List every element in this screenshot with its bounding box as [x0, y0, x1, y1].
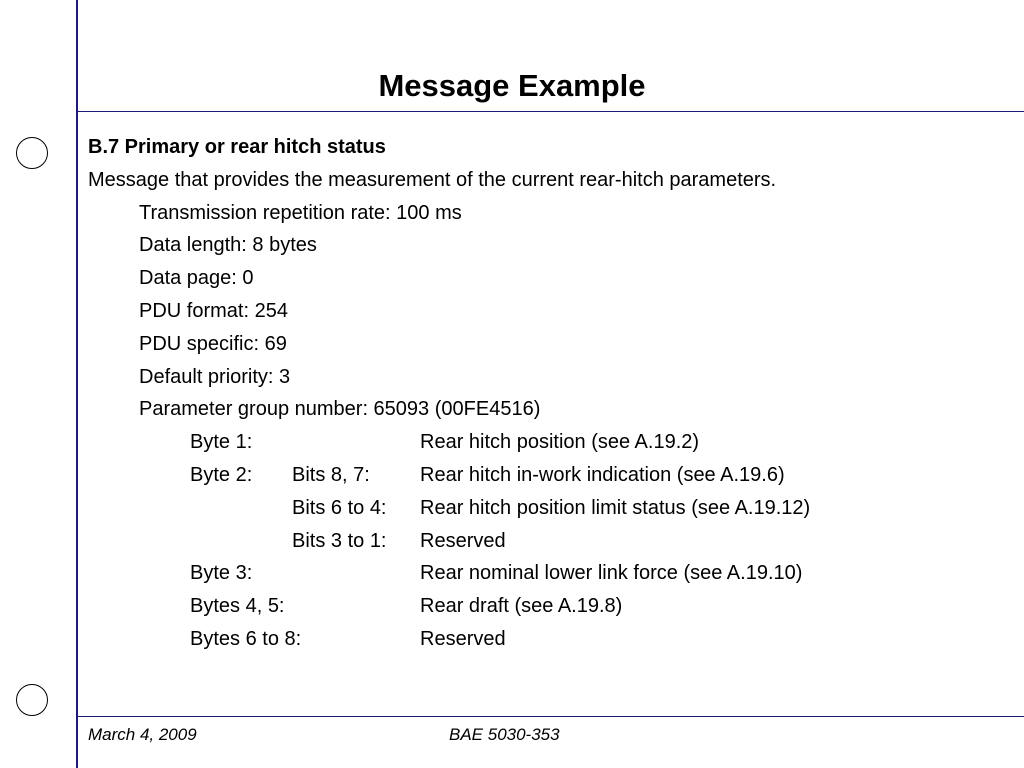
byte-meaning: Rear hitch position (see A.19.2) [420, 431, 700, 454]
byte-label: Byte 1: [190, 431, 253, 454]
byte-row [88, 426, 1008, 459]
byte-row [88, 492, 1008, 525]
byte-row [88, 623, 1008, 656]
byte-label: Byte 2: [190, 463, 253, 486]
property-repetition-rate: Transmission repetition rate: 100 ms [139, 201, 462, 224]
footer-divider [76, 716, 1024, 717]
byte-label: Bytes 4, 5: [190, 595, 285, 618]
bits-label: Bits 8, 7: [292, 463, 370, 486]
byte-row [88, 459, 1008, 492]
byte-row [88, 525, 1008, 558]
slide-content [88, 131, 1008, 656]
property-data-length: Data length: 8 bytes [139, 234, 317, 257]
byte-meaning: Rear hitch in-work indication (see A.19.6) [420, 463, 785, 486]
property-pdu-format: PDU format: 254 [139, 299, 288, 322]
byte-label: Byte 3: [190, 562, 253, 585]
byte-meaning: Rear hitch position limit status (see A.19.12) [420, 496, 811, 519]
left-vertical-rule [76, 0, 78, 768]
byte-meaning: Reserved [420, 627, 506, 650]
byte-row [88, 590, 1008, 623]
bits-label: Bits 3 to 1: [292, 529, 387, 552]
slide-title: Message Example [378, 68, 646, 103]
byte-meaning: Reserved [420, 529, 506, 552]
title-divider [76, 111, 1024, 112]
footer-course-code: BAE 5030-353 [449, 725, 560, 744]
property-pdu-specific: PDU specific: 69 [139, 332, 287, 355]
property-default-priority: Default priority: 3 [139, 365, 291, 388]
footer-date: March 4, 2009 [88, 725, 197, 744]
byte-meaning: Rear draft (see A.19.8) [420, 595, 623, 618]
byte-meaning: Rear nominal lower link force (see A.19.10) [420, 562, 803, 585]
binder-ring-bottom [16, 684, 48, 716]
byte-label: Bytes 6 to 8: [190, 627, 302, 650]
section-description: Message that provides the measurement of the current rear-hitch parameters. [88, 168, 777, 191]
section-heading: B.7 Primary or rear hitch status [88, 136, 386, 158]
property-parameter-group-number: Parameter group number: 65093 (00FE4516) [139, 398, 541, 421]
property-data-page: Data page: 0 [139, 267, 254, 290]
byte-row [88, 557, 1008, 590]
binder-ring-top [16, 137, 48, 169]
bits-label: Bits 6 to 4: [292, 496, 387, 519]
